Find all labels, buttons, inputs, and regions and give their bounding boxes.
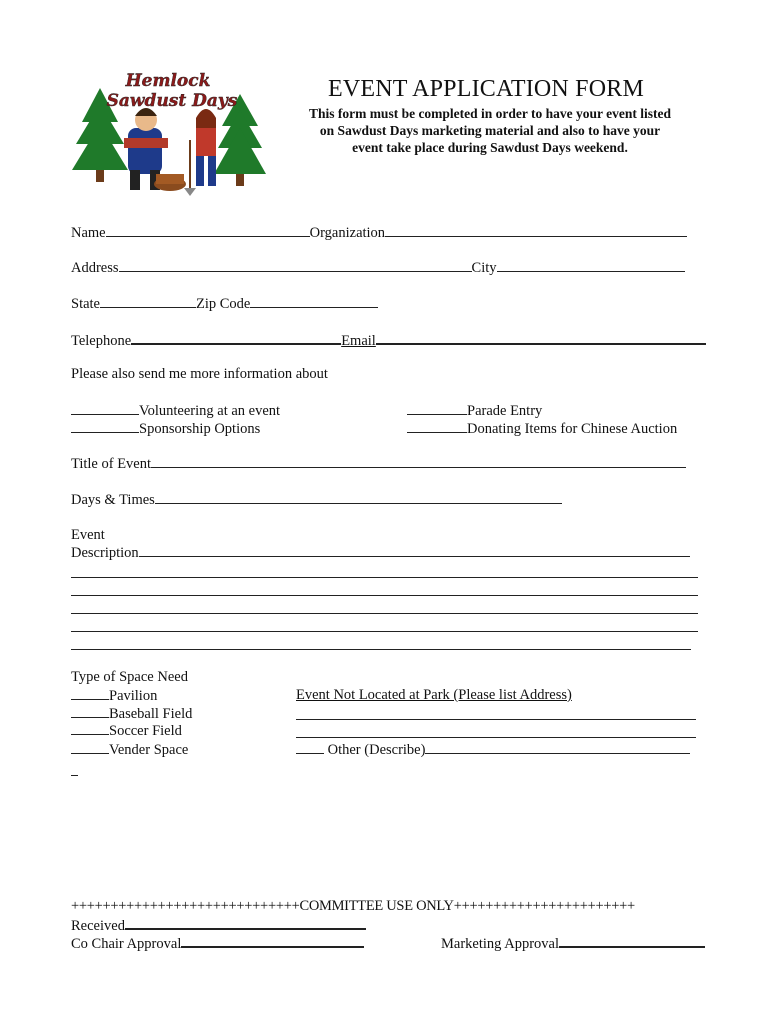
telephone-field[interactable] [131,330,341,345]
event-title-label: Title of Event [71,456,152,472]
address-row [71,258,685,277]
address-label: Address [71,260,119,276]
name-row [71,223,687,242]
space-option [71,740,188,759]
info-option [71,401,280,420]
days-times-field[interactable] [155,490,562,504]
name-field[interactable] [106,223,310,237]
telephone-row [71,330,706,350]
parade-label: Parade Entry [467,403,543,419]
volunteering-label: Volunteering at an event [139,403,281,419]
received-label: Received [71,918,125,934]
info-option [407,401,542,420]
marketing-row [441,933,705,953]
logo [68,70,272,200]
description-line[interactable] [71,595,698,596]
committee-banner: COMMITTEE USE ONLY [299,898,454,914]
not-at-park-label: Event Not Located at Park (Please list Address) [296,687,572,703]
subtitle [280,105,700,156]
subtitle-line: event take place during Sawdust Days weekend. [352,140,628,155]
organization-field[interactable] [385,223,687,237]
subtitle-line: This form must be completed in order to have your event listed [308,106,672,121]
soccer-label: Soccer Field [109,723,182,739]
info-prompt: Please also send me more information about [71,366,328,382]
logo-line1: Hemlock [125,71,211,91]
co-chair-label: Co Chair Approval [71,936,182,952]
vender-label: Vender Space [109,742,189,758]
logo-line2: Sawdust Days [106,91,238,111]
pavilion-checkbox[interactable] [71,686,109,700]
info-option [407,419,677,438]
address-line[interactable] [296,737,696,738]
page-title: EVENT APPLICATION FORM [328,76,644,102]
event-title-row [71,454,686,473]
received-field[interactable] [125,915,366,930]
baseball-label: Baseball Field [109,706,193,722]
co-chair-field[interactable] [181,933,364,948]
email-label: Email [341,333,376,349]
space-option [71,686,157,705]
volunteering-checkbox[interactable] [71,401,139,415]
info-option [71,419,260,438]
marketing-label: Marketing Approval [441,936,559,952]
description-row [71,543,690,562]
marketing-field[interactable] [559,933,705,948]
telephone-label: Telephone [71,333,132,349]
pavilion-label: Pavilion [109,688,158,704]
other-label: Other (Describe) [327,742,426,758]
city-field[interactable] [497,258,685,272]
days-times-row [71,490,562,509]
co-chair-row [71,933,364,953]
sponsorship-label: Sponsorship Options [139,421,261,437]
vender-checkbox[interactable] [71,740,109,754]
baseball-checkbox[interactable] [71,704,109,718]
parade-checkbox[interactable] [407,401,467,415]
plus-divider: +++++++++++++++++++++++ [453,898,635,914]
description-label-1: Event [71,527,105,543]
other-row [296,740,690,759]
email-field[interactable] [376,330,706,345]
space-option [71,721,182,740]
received-row [71,915,366,935]
logo-illustration [68,70,272,200]
event-title-field[interactable] [151,454,686,468]
space-heading: Type of Space Need [71,669,188,685]
organization-label: Organization [309,225,386,241]
zip-label: Zip Code [196,296,251,312]
days-times-label: Days & Times [71,492,155,508]
auction-checkbox[interactable] [407,419,467,433]
other-checkbox[interactable] [296,740,324,754]
soccer-checkbox[interactable] [71,721,109,735]
auction-label: Donating Items for Chinese Auction [467,421,678,437]
address-field[interactable] [119,258,472,272]
description-label-2: Description [71,545,139,561]
description-line[interactable] [71,613,698,614]
description-line[interactable] [71,577,698,578]
stray-mark [71,775,78,776]
other-field[interactable] [425,740,690,754]
address-line[interactable] [296,719,696,720]
state-label: State [71,296,100,312]
description-field[interactable] [139,543,690,557]
state-field[interactable] [100,294,196,308]
city-label: City [471,260,497,276]
description-line[interactable] [71,631,698,632]
name-label: Name [71,225,106,241]
description-line[interactable] [71,649,691,650]
committee-banner-row [71,897,635,915]
subtitle-line: on Sawdust Days marketing material and also to have your [319,123,661,138]
sponsorship-checkbox[interactable] [71,419,139,433]
state-row [71,294,378,313]
zip-field[interactable] [250,294,378,308]
plus-divider: +++++++++++++++++++++++++++++ [71,898,300,914]
